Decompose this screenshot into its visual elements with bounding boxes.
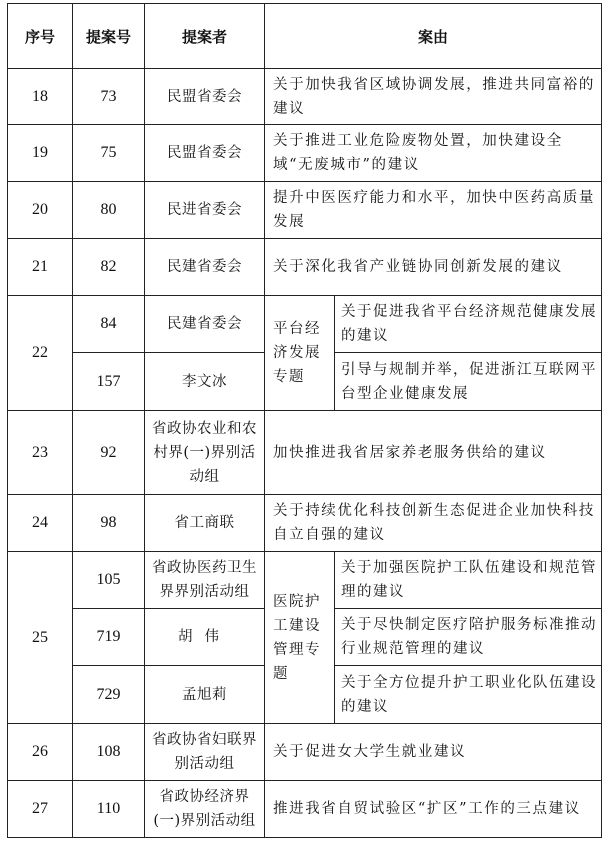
proposer-cell: 省政协经济界(一)界别活动组: [145, 781, 265, 838]
table-row: [8, 69, 602, 125]
proposer-cell: 民盟省委会: [145, 125, 265, 182]
proposal-no-cell: 110: [73, 781, 145, 838]
seq-cell: 18: [8, 69, 73, 125]
proposer-cell: 省政协省妇联界别活动组: [145, 724, 265, 781]
reason-cell: 引导与规制并举，促进浙江互联网平台型企业健康发展: [335, 353, 602, 411]
seq-cell: 25: [8, 552, 73, 724]
reason-cell: 关于持续优化科技创新生态促进企业加快科技自立自强的建议: [265, 495, 602, 552]
table-row: [8, 724, 602, 781]
header-proposal-no: 提案号: [73, 4, 145, 69]
seq-cell: 19: [8, 125, 73, 182]
proposer-cell: 孟旭莉: [145, 666, 265, 724]
reason-cell: 关于促进女大学生就业建议: [265, 724, 602, 781]
header-row: [8, 4, 602, 69]
proposal-no-cell: 73: [73, 69, 145, 125]
proposal-no-cell: 75: [73, 125, 145, 182]
reason-cell: 关于深化我省产业链协同创新发展的建议: [265, 239, 602, 296]
proposal-no-cell: 98: [73, 495, 145, 552]
reason-cell: 关于加强医院护工队伍建设和规范管理的建议: [335, 552, 602, 609]
proposal-no-cell: 80: [73, 182, 145, 239]
table-row: [8, 552, 602, 609]
table-row: [8, 296, 602, 353]
header-proposer: 提案者: [145, 4, 265, 69]
seq-cell: 21: [8, 239, 73, 296]
seq-cell: 23: [8, 411, 73, 495]
proposer-cell: 民建省委会: [145, 296, 265, 353]
table-row: [8, 182, 602, 239]
proposal-no-cell: 84: [73, 296, 145, 353]
seq-cell: 20: [8, 182, 73, 239]
reason-cell: 关于尽快制定医疗陪护服务标准推动行业规范管理的建议: [335, 609, 602, 666]
header-seq: 序号: [8, 4, 73, 69]
proposer-cell: 省政协农业和农村界(一)界别活动组: [145, 411, 265, 495]
proposal-no-cell: 92: [73, 411, 145, 495]
seq-cell: 26: [8, 724, 73, 781]
reason-cell: 关于推进工业危险废物处置，加快建设全域“无废城市”的建议: [265, 125, 602, 182]
proposal-table: [7, 3, 602, 838]
table-row: [8, 239, 602, 296]
seq-cell: 24: [8, 495, 73, 552]
proposal-no-cell: 105: [73, 552, 145, 609]
table-row: [8, 495, 602, 552]
proposal-no-cell: 157: [73, 353, 145, 411]
reason-cell: 关于加快我省区域协调发展，推进共同富裕的建议: [265, 69, 602, 125]
proposer-cell: 民盟省委会: [145, 69, 265, 125]
proposal-no-cell: 719: [73, 609, 145, 666]
topic-cell: 医院护工建设管理专题: [265, 552, 335, 724]
table-row: [8, 411, 602, 495]
proposer-cell: 李文冰: [145, 353, 265, 411]
proposal-no-cell: 729: [73, 666, 145, 724]
reason-cell: 加快推进我省居家养老服务供给的建议: [265, 411, 602, 495]
header-reason: 案由: [265, 4, 602, 69]
proposer-cell: 省政协医药卫生界界别活动组: [145, 552, 265, 609]
table-row: [8, 781, 602, 838]
proposer-cell: 胡伟: [145, 609, 265, 666]
seq-cell: 22: [8, 296, 73, 411]
reason-cell: 推进我省自贸试验区“扩区”工作的三点建议: [265, 781, 602, 838]
table-row: [8, 125, 602, 182]
proposer-cell: 民进省委会: [145, 182, 265, 239]
topic-cell: 平台经济发展专题: [265, 296, 335, 411]
reason-cell: 关于促进我省平台经济规范健康发展的建议: [335, 296, 602, 353]
proposal-no-cell: 108: [73, 724, 145, 781]
reason-cell: 提升中医医疗能力和水平，加快中医药高质量发展: [265, 182, 602, 239]
proposal-no-cell: 82: [73, 239, 145, 296]
proposer-cell: 民建省委会: [145, 239, 265, 296]
seq-cell: 27: [8, 781, 73, 838]
proposer-cell: 省工商联: [145, 495, 265, 552]
reason-cell: 关于全方位提升护工职业化队伍建设的建议: [335, 666, 602, 724]
